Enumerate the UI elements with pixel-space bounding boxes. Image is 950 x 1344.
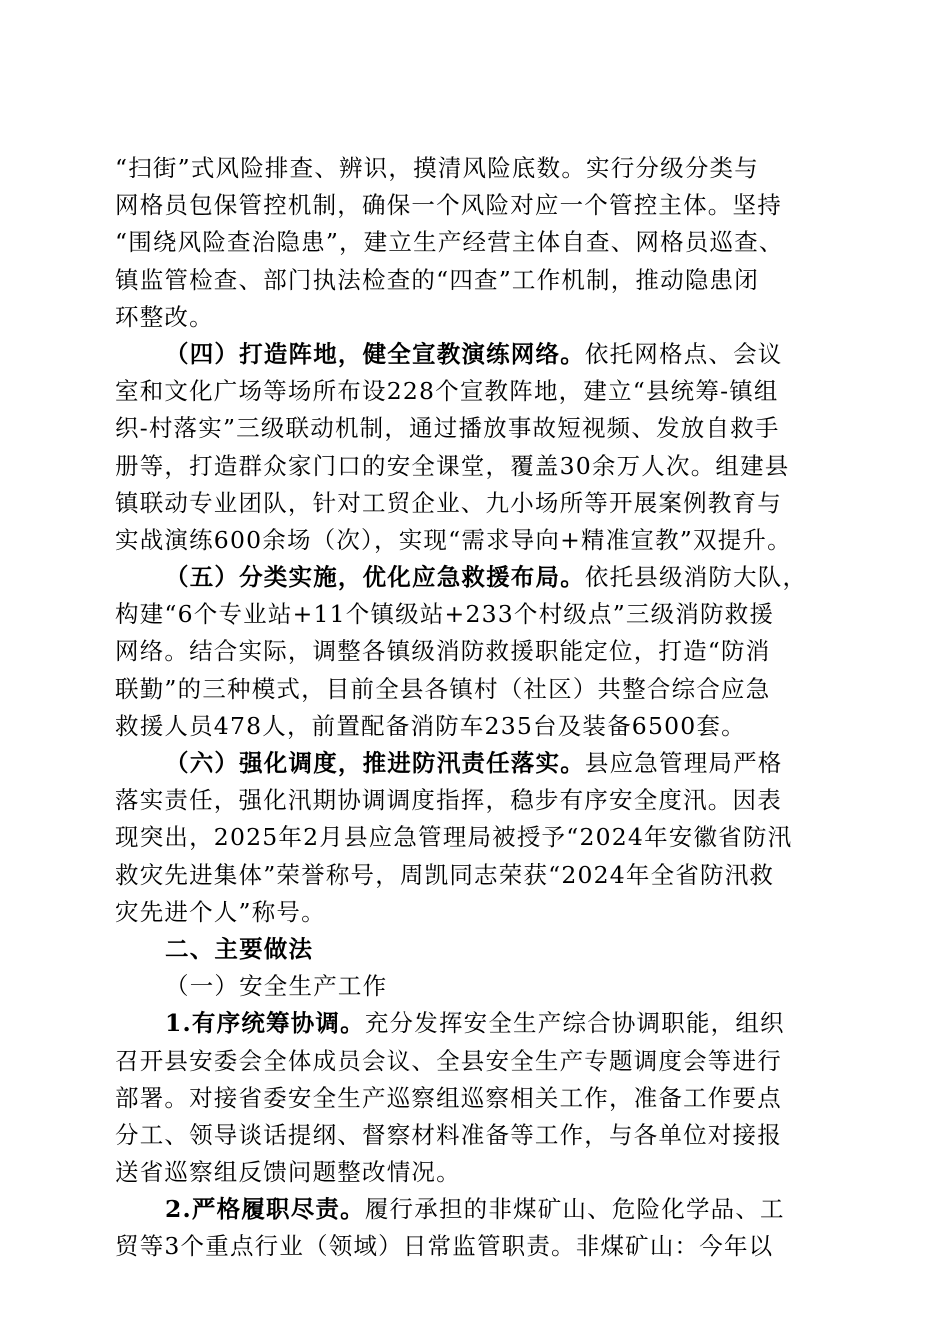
text-line: 现突出，2025年2月县应急管理局被授予“2024年安徽省防汛 <box>115 823 793 852</box>
paragraph-first-line <box>115 336 827 373</box>
text-line: 实战演练600余场（次），实现“需求导向+精准宣教”双提升。 <box>115 525 792 554</box>
text-line: 镇联动专业团队，针对工贸企业、九小场所等开展案例教育与 <box>115 488 782 517</box>
text-line: 网格员包保管控机制，确保一个风险对应一个管控主体。坚持 <box>115 191 782 220</box>
section-title: 二、主要做法 <box>165 934 314 963</box>
paragraph-first-line <box>115 1191 827 1228</box>
text-line: 部署。对接省委安全生产巡察组巡察相关工作，准备工作要点 <box>115 1083 782 1112</box>
text-line: 网络。结合实际，调整各镇级消防救援职能定位，打造“防消 <box>115 637 771 666</box>
subsection-title: （一）安全生产工作 <box>165 972 388 1001</box>
text-line: 落实责任，强化汛期协调调度指挥，稳步有序安全度汛。因表 <box>115 786 782 815</box>
paragraph-heading: 2.严格履职尽责。 <box>165 1195 365 1224</box>
text-line: 送省巡察组反馈问题整改情况。 <box>115 1158 461 1187</box>
paragraph-lead-text: 依托县级消防大队， <box>584 563 808 592</box>
paragraph-publicity-drills <box>115 336 827 559</box>
text-line: 分工、领导谈话提纲、督察材料准备等工作，与各单位对接报 <box>115 1120 782 1149</box>
text-line: 灾先进个人”称号。 <box>115 897 326 926</box>
paragraph-flood-control <box>115 745 827 931</box>
paragraph-emergency-rescue <box>115 559 827 745</box>
document-body <box>115 150 827 1266</box>
paragraph-duty-performance <box>115 1191 827 1265</box>
paragraph-first-line <box>115 1005 827 1042</box>
text-line: 镇监管检查、部门执法检查的“四查”工作机制，推动隐患闭 <box>115 265 759 294</box>
text-line: 构建“6个专业站+11个镇级站+233个村级点”三级消防救援 <box>115 600 775 629</box>
text-line: 织-村落实”三级联动机制，通过播放事故短视频、发放自救手 <box>115 414 780 443</box>
text-line: 室和文化广场等场所布设228个宣教阵地，建立“县统筹-镇组 <box>115 377 779 406</box>
paragraph-first-line <box>115 559 827 596</box>
paragraph-lead-text: 充分发挥安全生产综合协调职能，组织 <box>364 1009 785 1038</box>
paragraph-first-line <box>115 745 827 782</box>
text-line: 环整改。 <box>115 302 214 331</box>
text-line: 册等，打造群众家门口的安全课堂，覆盖30余万人次。组建县 <box>115 451 790 480</box>
paragraph-lead-text: 依托网格点、会议 <box>584 339 783 368</box>
paragraph-coordination <box>115 1005 827 1191</box>
paragraph-lead-text: 县应急管理局严格 <box>584 749 783 777</box>
text-line: 召开县安委会全体成员会议、全县安全生产专题调度会等进行 <box>115 1046 782 1075</box>
text-line: “扫街”式风险排查、辨识，摸清风险底数。实行分级分类与 <box>115 154 759 182</box>
paragraph-heading: （五）分类实施，优化应急救援布局。 <box>165 563 585 592</box>
paragraph-lead-text: 履行承担的非煤矿山、危险化学品、工 <box>364 1195 785 1224</box>
text-line: 救援人员478人，前置配备消防车235台及装备6500套。 <box>115 711 746 740</box>
paragraph-risk-investigation <box>115 150 827 336</box>
text-line: “围绕风险查治隐患”，建立生产经营主体自查、网格员巡查、 <box>115 228 784 257</box>
paragraph-heading: （四）打造阵地，健全宣教演练网络。 <box>165 339 585 368</box>
text-line: 贸等3个重点行业（领域）日常监管职责。非煤矿山：今年以 <box>115 1232 774 1261</box>
paragraph-heading: 1.有序统筹协调。 <box>165 1009 365 1038</box>
text-line: 救灾先进集体”荣誉称号，周凯同志荣获“2024年全省防汛救 <box>115 860 775 889</box>
text-line: 联勤”的三种模式，目前全县各镇村（社区）共整合综合应急 <box>115 674 771 703</box>
paragraph-heading: （六）强化调度，推进防汛责任落实。 <box>165 749 585 777</box>
